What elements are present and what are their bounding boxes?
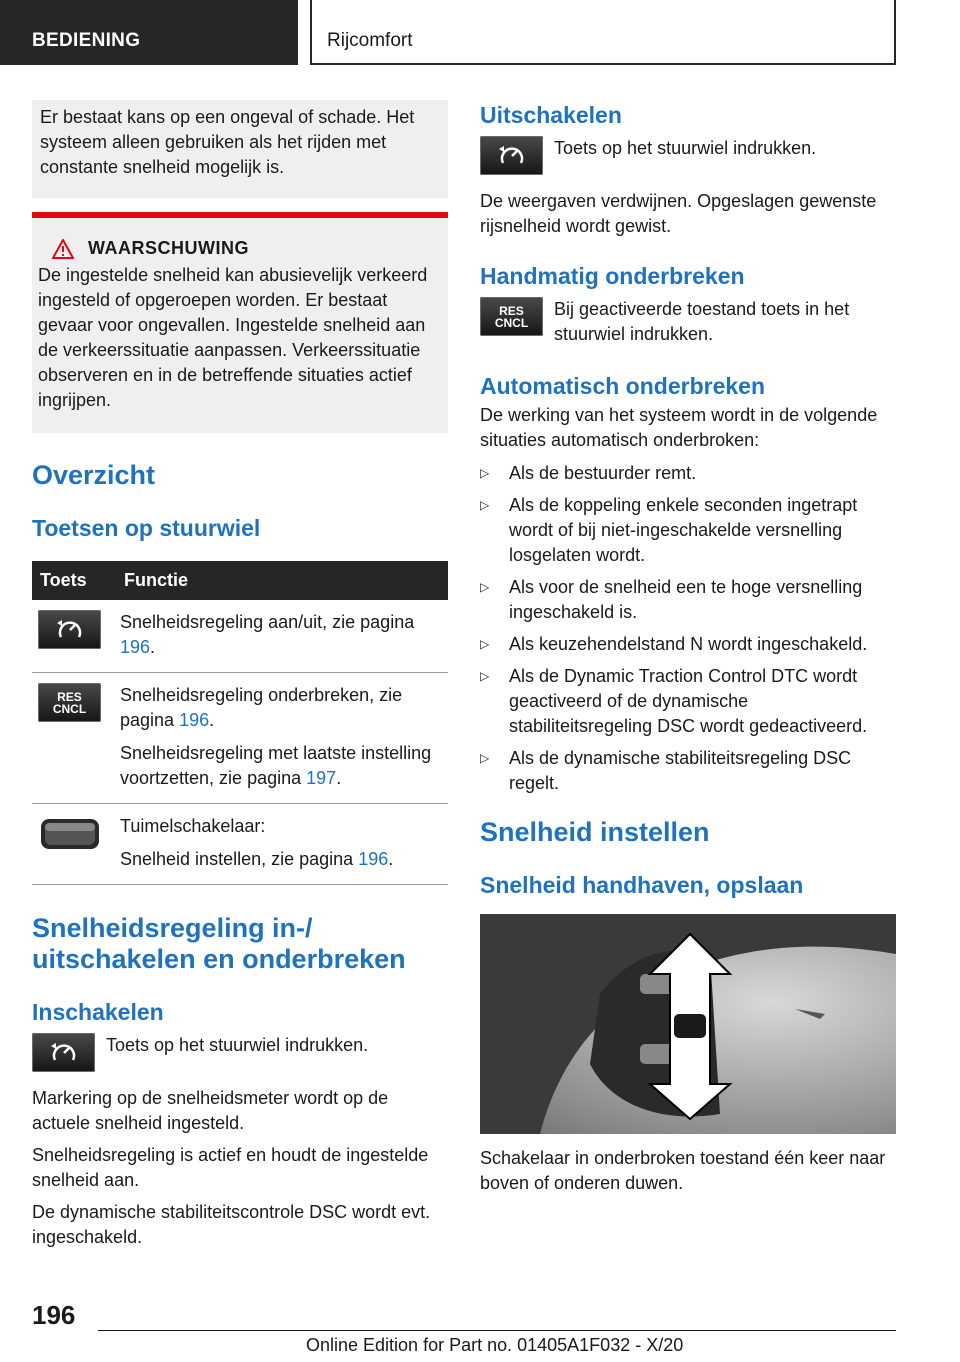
footer-edition: Online Edition for Part no. 01405A1F032 - X/20: [306, 1335, 684, 1355]
warning-triangle-icon: [52, 239, 74, 259]
row3-text1: Tuimelschakelaar:: [120, 816, 266, 836]
photo-caption: Schakelaar in onderbroken toestand één keer naar boven of onderen duwen.: [480, 1148, 886, 1193]
list-item: ▷ Als de dynamische stabiliteitsregeling DSC regelt.: [480, 746, 896, 796]
page-link[interactable]: 196: [358, 849, 389, 869]
footer-divider: [98, 1330, 896, 1331]
steering-wheel-photo: [480, 914, 896, 1134]
para1: Markering op de snelheidsmeter wordt op de actuele snelheid ingesteld.: [32, 1088, 389, 1133]
list-item: ▷ Als de koppeling enkele seconden ingetrapt wordt of bij niet-ingeschakelde versnelling losgelaten wordt.: [480, 493, 896, 568]
on-heading: Inschakelen: [32, 999, 164, 1025]
cruise-control-icon: [38, 610, 101, 649]
header-section: BEDIENING: [0, 0, 298, 65]
warning-text: De ingestelde snelheid kan abusievelijk verkeerd ingesteld of opgeroepen worden. Er bestaat gevaar voor ongevallen. Ingestelde snelheid aan de verkeerssituatie aanpassen. Verkeerssituatie observeren en in de betreffende situaties actief ingrijpen.: [38, 265, 428, 410]
page-link[interactable]: 196: [179, 710, 210, 730]
list-item: ▷ Als de bestuurder remt.: [480, 461, 896, 486]
on-row: [32, 1033, 448, 1072]
row2-text1: Snelheidsregeling onderbreken, zie pagina: [120, 685, 403, 730]
left-column: [32, 100, 448, 1250]
set-heading: Snelheid instellen: [480, 817, 710, 847]
right-column: [480, 100, 896, 1196]
row1-text: Snelheidsregeling aan/uit, zie pagina: [120, 612, 415, 632]
manual-text: Bij geactiveerde toestand toets in het stuurwiel indrukken.: [554, 299, 850, 344]
off-text: Toets op het stuurwiel indrukken.: [554, 138, 817, 158]
auto-list: [480, 461, 896, 796]
row3-text2: Snelheid instellen, zie pagina: [120, 849, 354, 869]
auto-intro: De werking van het systeem wordt in de volgende situaties automatisch onderbroken:: [480, 405, 878, 450]
off-heading: Uitschakelen: [480, 102, 622, 128]
buttons-heading: Toetsen op stuurwiel: [32, 515, 261, 541]
page-link[interactable]: 197: [306, 768, 337, 788]
row2-text2: Snelheidsregeling met laatste instelling voortzetten, zie pagina: [120, 743, 432, 788]
warning-title-row: [38, 238, 440, 259]
off-para: De weergaven verdwijnen. Opgeslagen gewenste rijsnelheid wordt gewist.: [480, 191, 877, 236]
para3: De dynamische stabiliteitscontrole DSC wordt evt. ingeschakeld.: [32, 1202, 431, 1247]
page-number: 196: [32, 1300, 76, 1330]
list-item: ▷ Als keuzehendelstand N wordt ingeschakeld.: [480, 632, 896, 657]
para2: Snelheidsregeling is actief en houdt de ingestelde snelheid aan.: [32, 1145, 429, 1190]
table-row: Tuimelschakelaar: Snelheid instellen, zie pagina 196.: [32, 804, 448, 885]
warning-title: WAARSCHUWING: [88, 238, 249, 258]
manual-heading: Handmatig onderbreken: [480, 263, 745, 289]
cruise-control-icon: [32, 1033, 95, 1072]
off-row: [480, 136, 896, 175]
on-text: Toets op het stuurwiel indrukken.: [106, 1035, 369, 1055]
table-row: RES CNCL Snelheidsregeling onderbreken, zie pagina 196. Snelheidsregeling met laatste instelling voortzetten, zie pagina 197.: [32, 673, 448, 804]
res-cncl-icon: RES CNCL: [38, 683, 101, 722]
manual-row: [480, 297, 896, 347]
section-heading: Snelheidsregeling in-/ uitschakelen en onderbreken: [32, 913, 406, 974]
note-box: [32, 100, 448, 198]
rocker-switch-icon: [38, 814, 101, 853]
steering-wheel-illustration: [480, 914, 896, 1134]
col-header-function: Functie: [116, 561, 448, 600]
header-chapter: Rijcomfort: [310, 0, 896, 65]
note-text: Er bestaat kans op een ongeval of schade. Het systeem alleen gebruiken als het rijden met constante snelheid mogelijk is.: [40, 107, 415, 177]
warning-box: [32, 212, 448, 433]
res-cncl-icon: RES CNCL: [480, 297, 543, 336]
list-item: ▷ Als voor de snelheid een te hoge versnelling ingeschakeld is.: [480, 575, 896, 625]
auto-heading: Automatisch onderbreken: [480, 373, 765, 399]
list-item: ▷ Als de Dynamic Traction Control DTC wordt geactiveerd of de dynamische stabiliteitsregeling DSC wordt gedeactiveerd.: [480, 664, 896, 739]
buttons-table: [32, 561, 448, 885]
cruise-control-icon: [480, 136, 543, 175]
page-link[interactable]: 196: [120, 637, 151, 657]
overview-heading: Overzicht: [32, 460, 156, 490]
keep-heading: Snelheid handhaven, opslaan: [480, 872, 804, 898]
table-row: Snelheidsregeling aan/uit, zie pagina 196.: [32, 600, 448, 673]
col-header-button: Toets: [32, 561, 116, 600]
